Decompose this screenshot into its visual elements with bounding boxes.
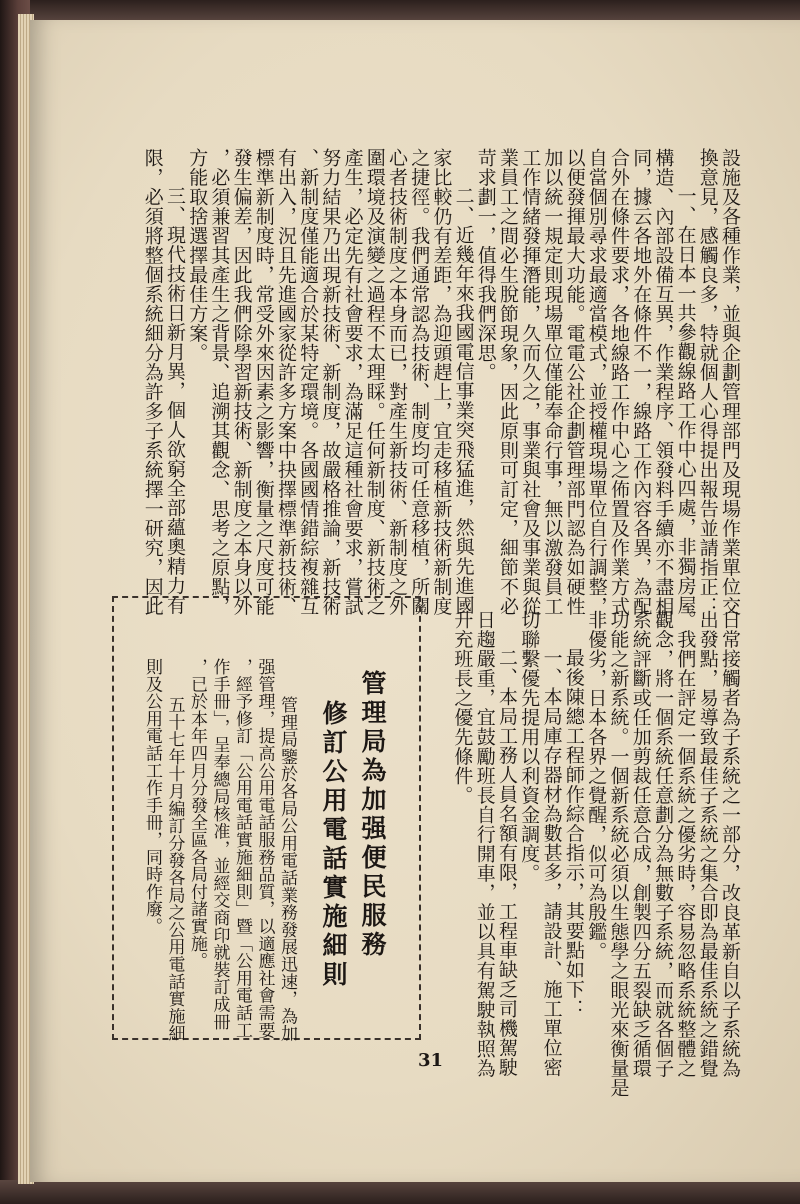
upper-text-column: 、新制度僅能適合於某特定環境。各國國情錯綜複雜互 [297, 148, 320, 616]
lower-right-text-column: 二、本局工務人員名額有限，工程車缺乏司機駕駛 [496, 648, 518, 1077]
upper-text-column: 換意見，感觸良多，特就個人心得提出報告並請指正： [696, 148, 719, 616]
upper-text-column: 發生偏差，因此我們除學習新技術、新制度之本身以外 [230, 148, 253, 616]
notice-body-column: 作手冊」，呈奉總局核准，並經交商印就裝訂成冊 [209, 658, 230, 1031]
upper-text-column: 以便發揮最大功能。電電公社企劃管理部門認為如硬性 [563, 148, 586, 616]
upper-text-column: 圍環境及演變之過程不太理睬。任何新制度、新技術之 [363, 148, 386, 616]
lower-right-text-column: 最後陳總工程師作綜合指示，其要點如下： [562, 648, 585, 1019]
upper-text-column: ，必須兼習其產生之背景、追溯其觀念、思考之原點， [208, 148, 231, 616]
upper-text-column: 業員工之間必生脫節現象，因此原則可訂定，細節不必 [497, 148, 519, 616]
lower-right-text-column: 系統評斷或任加剪裁任意合成，創製四分五裂缺乏循環 [629, 610, 652, 1078]
notice-body-column: 强管理，提高公用電話服務品質，以適應社會需要 [254, 658, 275, 1039]
upper-text-column: 之捷徑。我們通常認為技術、制度均可任意移植，所關 [408, 148, 431, 616]
upper-text-column: 有出入，況且先進國家從許多方案中抉擇標準新技術、 [275, 148, 297, 616]
lower-right-text-column: 升充班長之優先條件。 [451, 610, 474, 805]
lower-right-text-column: 日常接觸者為子系統之一部分，改良革新自以子系統為 [719, 610, 741, 1078]
upper-text-column: 苛求劃一，值得我們深思。 [474, 148, 497, 382]
notice-box [112, 596, 421, 1040]
upper-text-column: 一、在日本一共參觀線路工作中心四處，非獨房屋 [674, 186, 697, 615]
lower-right-text-column: 一、本局庫存器材為數甚多，請設計、施工單位密 [540, 648, 563, 1077]
upper-text-column: 工作情緒發揮潛能，久而久之，事業與社會及事業與從 [519, 148, 542, 616]
upper-text-column: 同，據云各地外在條件不一，線路工作內容各異，為配 [630, 148, 653, 616]
notice-title-line1: 管理局為加强便民服務 [358, 670, 387, 960]
upper-text-column: 合外在條件要求，各地線路工作中心之佈置及作業方式 [608, 148, 630, 616]
book-binding-top [0, 0, 800, 22]
upper-text-column: 心者技術制度之本身而已，對產生新技術、新制度之外 [386, 148, 408, 616]
upper-text-column: 自當個別尋求最適當模式，並授權現場單位自行調整， [585, 148, 608, 616]
lower-right-text-column: 非優劣，日本各界之覺醒，似可為殷鑑。 [585, 610, 608, 961]
upper-text-column: 家比較仍有差距，為迎頭趕上，宜走移植新技術新制度 [430, 148, 453, 616]
upper-text-column: 設施及各種作業，並與企劃管理部門及現場作業單位交 [719, 148, 741, 616]
upper-text-column: 構造、內部設備互異，作業程序、領發料手續亦不盡相 [652, 148, 675, 616]
upper-text-column: 方能取捨選擇最佳方案。 [186, 148, 209, 363]
upper-text-column: 三、現代技術日新月異，個人欲窮全部蘊奧精力有 [164, 186, 186, 615]
lower-right-text-column: 觀念，將一個系統任意劃分為無數子系統，而就各個子 [652, 610, 675, 1078]
lower-right-text-column: 功能之新系統。一個新系統必須以生態學之眼光來衡量是 [607, 610, 630, 1098]
upper-text-column: 限，必須將整個系統細分為許多子系統擇一研究，因此 [141, 148, 164, 616]
lower-right-text-column: 日趨嚴重，宜鼓勵班長自行開車，並以具有駕駛執照為 [473, 610, 496, 1078]
notice-body-column: 則及公用電話工作手冊，同時作廢。 [142, 658, 162, 935]
upper-text-column: 產生，必定先有社會要求，為滿足這種社會要求，嘗試 [341, 148, 364, 616]
page-number: 31 [418, 1050, 444, 1071]
upper-text-column: 二、近幾年來我國電信事業突飛猛進，然與先進國 [452, 186, 475, 615]
notice-body-column: ，已於本年四月分發全區各局付諸實施。 [187, 658, 207, 970]
lower-right-text-column: 切聯繫優先提用以利資金調度。 [518, 610, 541, 883]
upper-text-column: 加以統一規定則現場單位僅能奉命行事，無以激發員工 [541, 148, 564, 616]
notice-title-line2: 修訂公用電話實施細則 [319, 700, 348, 990]
notice-body-column: ，經予修訂「公用電話實施細則」暨「公用電話工 [232, 658, 252, 1039]
notice-body-column: 五十七年十月編訂分發各局之公用電話實施細 [164, 696, 185, 1042]
lower-right-text-column: 。我們在評定一個系統之優劣時，容易忽略系統整體之 [674, 610, 697, 1078]
book-binding-bottom [0, 1180, 800, 1204]
upper-text-column: 標準新制度時，常受外來因素之影響，衡量之尺度可能 [252, 148, 275, 616]
lower-right-text-column: 出發點，易導致最佳子系統之集合即為最佳系統之錯覺 [696, 610, 719, 1078]
notice-body-column: 管理局鑒於各局公用電話業務發展迅速，為加 [277, 696, 297, 1042]
upper-text-column: 努力結果乃出現新技術、新制度，故嚴格推論，新技術 [319, 148, 342, 616]
